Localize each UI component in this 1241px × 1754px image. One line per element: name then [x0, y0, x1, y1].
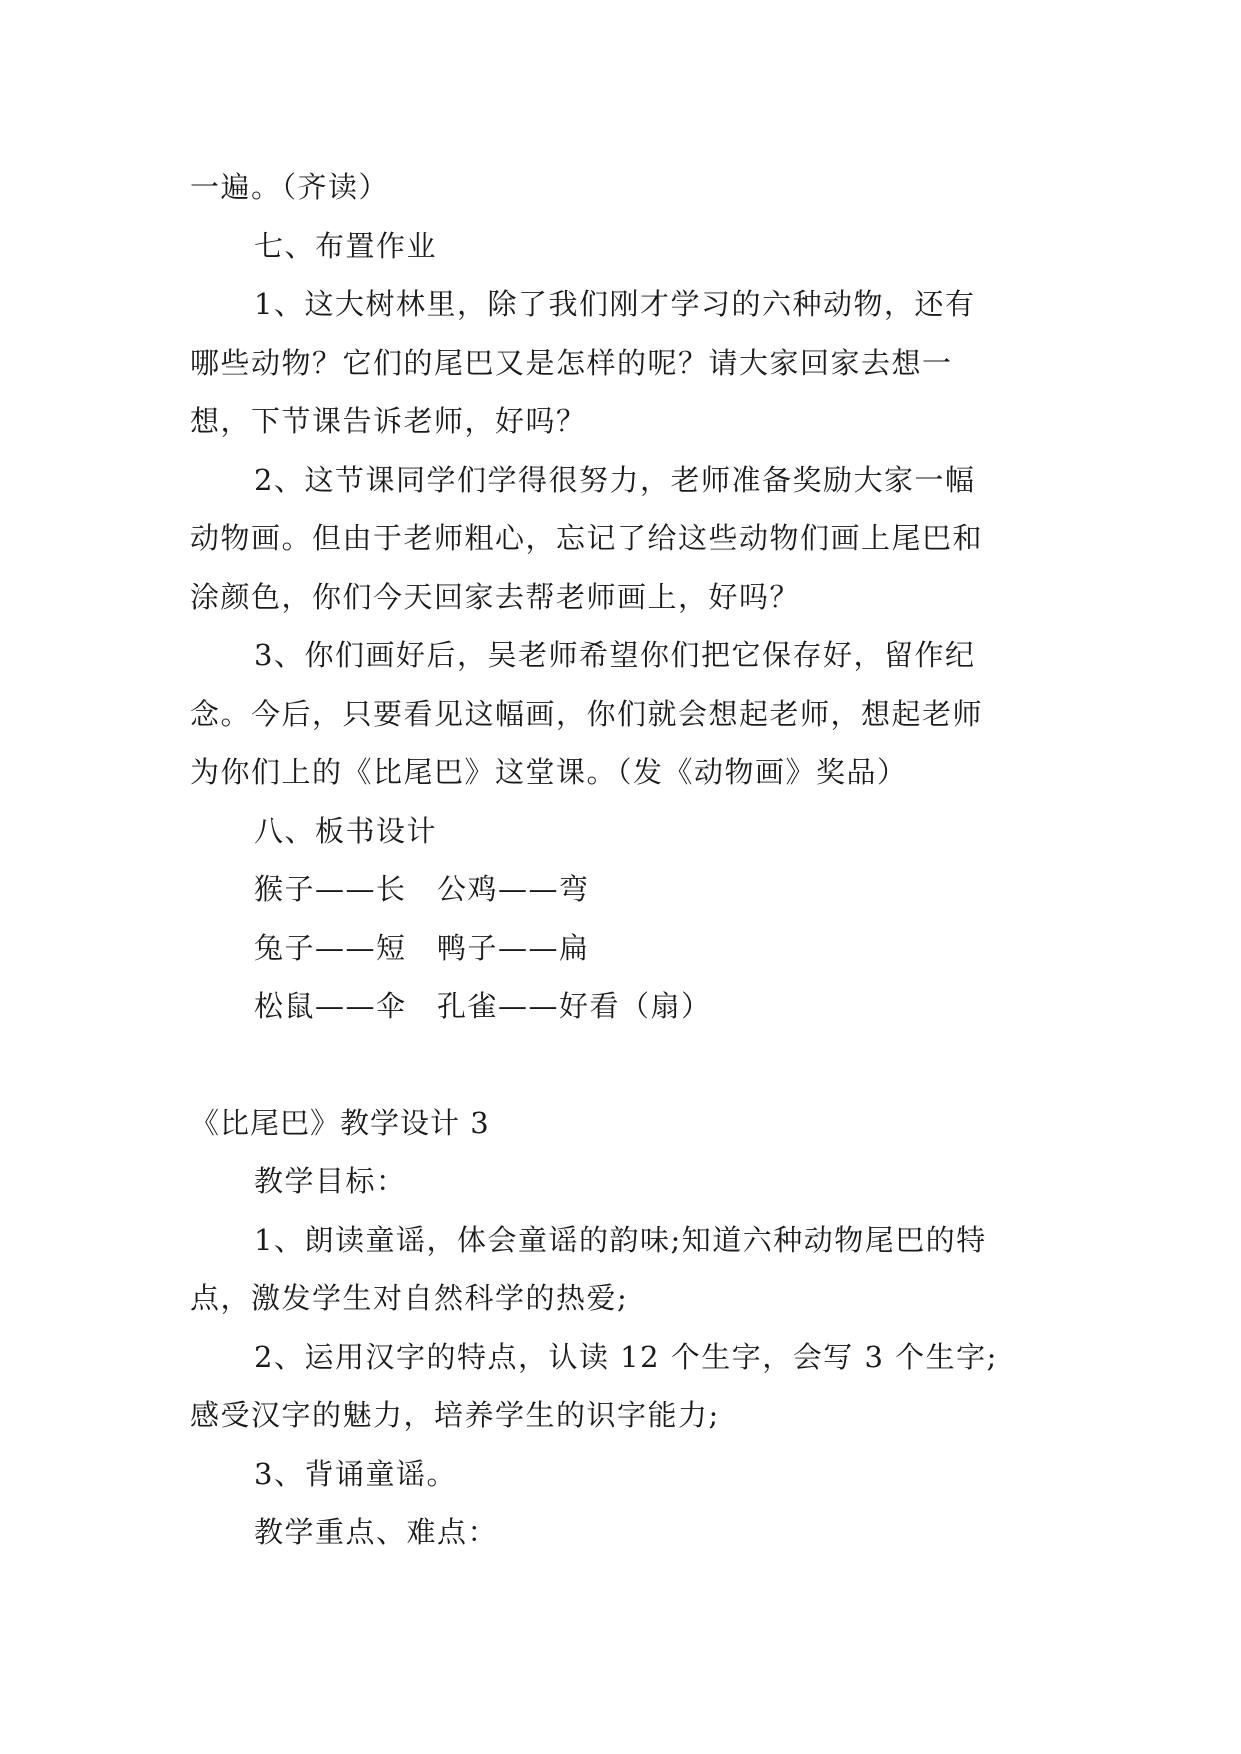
text-line: 涂颜色，你们今天回家去帮老师画上，好吗？ [190, 579, 801, 614]
board-design-row: 兔子——短 鸭子——扁 [254, 930, 590, 965]
text-line: 念。今后，只要看见这幅画，你们就会想起老师，想起老师 [190, 696, 984, 731]
text-line: 2、这节课同学们学得很努力，老师准备奖励大家一幅 [254, 462, 976, 497]
text-line: 哪些动物？它们的尾巴又是怎样的呢？请大家回家去想一 [190, 345, 953, 380]
section-heading-assign-homework: 七、布置作业 [254, 228, 438, 263]
text-line: 点，激发学生对自然科学的热爱; [190, 1281, 629, 1315]
text-line: 2、运用汉字的特点，认读 12 个生字，会写 3 个生字; [254, 1339, 998, 1374]
text-line: 一遍。（齐读） [190, 170, 390, 204]
document-body [190, 158, 1050, 1562]
board-design-row: 猴子——长 公鸡——弯 [254, 872, 590, 906]
text-line: 想，下节课告诉老师，好吗？ [190, 404, 587, 438]
text-line: 为你们上的《比尾巴》这堂课。（发《动物画》奖品） [190, 755, 908, 789]
board-design-row: 松鼠——伞 孔雀——好看（扇） [254, 989, 712, 1023]
text-line: 3、你们画好后，吴老师希望你们把它保存好，留作纪 [254, 638, 976, 672]
text-line: 1、朗读童谣，体会童谣的韵味;知道六种动物尾巴的特 [254, 1222, 987, 1257]
spacer [190, 1036, 1050, 1094]
text-line: 动物画。但由于老师粗心，忘记了给这些动物们画上尾巴和 [190, 521, 984, 555]
document-section-title: 《比尾巴》教学设计 3 [190, 1105, 490, 1140]
text-line: 3、背诵童谣。 [254, 1456, 457, 1491]
text-line: 感受汉字的魅力，培养学生的识字能力; [190, 1398, 720, 1432]
section-heading-board-design: 八、板书设计 [254, 813, 438, 848]
text-line: 1、这大树林里，除了我们刚才学习的六种动物，还有 [254, 287, 976, 321]
section-heading-teaching-goals: 教学目标： [254, 1164, 407, 1198]
section-heading-key-points: 教学重点、难点： [254, 1515, 499, 1549]
